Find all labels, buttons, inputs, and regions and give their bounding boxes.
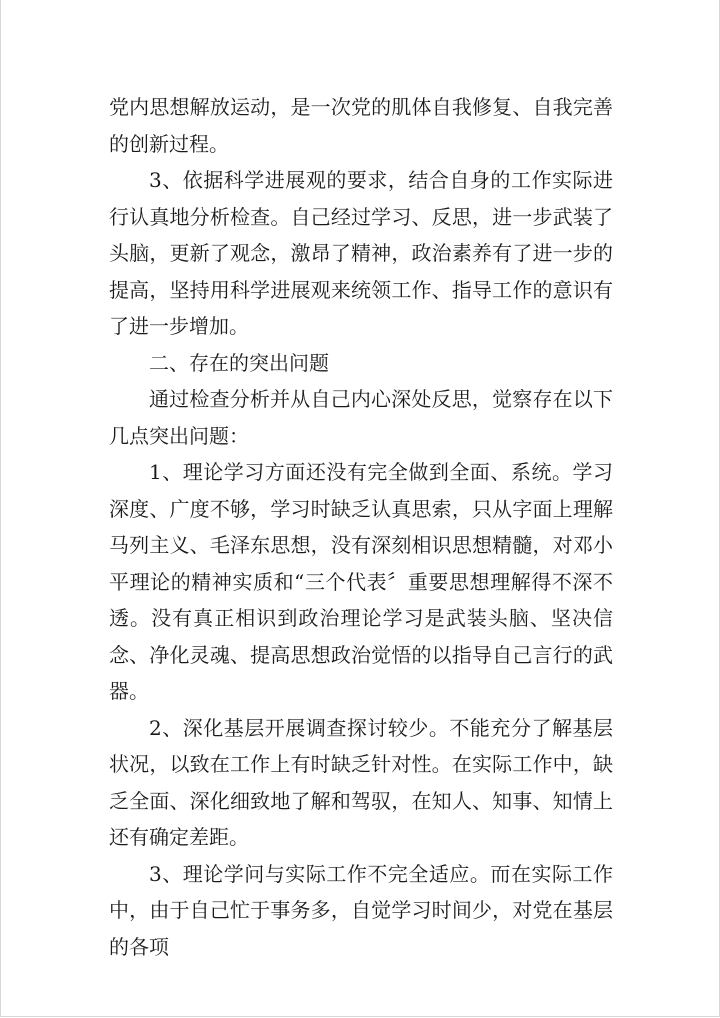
paragraph: 3、依据科学进展观的要求，结合自身的工作实际进行认真地分析检查。自己经过学习、反思，进一步武装了头脑，更新了观念，激昂了精神，政治素养有了进一步的提高，坚持用科学进展观来统领工作、指导工作的意识有了进一步增加。 bbox=[109, 168, 613, 338]
paragraph: 1、理论学习方面还没有完全做到全面、系统。学习深度、广度不够，学习时缺乏认真思索，只从字面上理解马列主义、毛泽东思想，没有深刻相识思想精髓，对邓小平理论的精神实质和“三个代表〞重要思想理解得不深不透。没有真正相识到政治理论学习是武装头脑、坚决信念、净化灵魂、提高思想政治觉悟的以指导自己言行的武器。 bbox=[109, 460, 613, 703]
paragraph: 2、深化基层开展调查探讨较少。不能充分了解基层状况，以致在工作上有时缺乏针对性。在实际工作中，缺乏全面、深化细致地了解和驾驭，在知人、知事、知情上还有确定差距。 bbox=[109, 715, 613, 849]
paragraph: 通过检查分析并从自己内心深处反思，觉察存在以下几点突出问题： bbox=[109, 387, 613, 448]
section-heading: 二、存在的突出问题 bbox=[149, 350, 329, 375]
paragraph: 3、理论学问与实际工作不完全适应。而在实际工作中，由于自己忙于事务多，自觉学习时间少，对党在基层的各项 bbox=[109, 861, 613, 959]
paragraph: 党内思想解放运动，是一次党的肌体自我修复、自我完善的创新过程。 bbox=[109, 95, 613, 156]
document-body bbox=[109, 89, 613, 965]
